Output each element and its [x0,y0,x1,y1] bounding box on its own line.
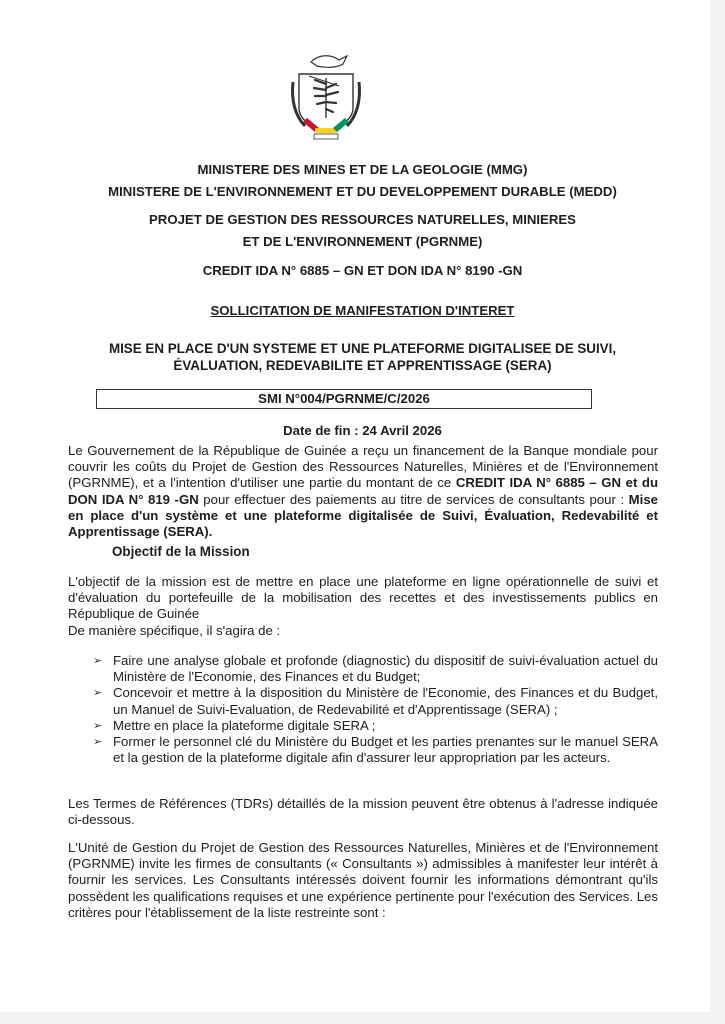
arrow-bullet-icon: ➢ [93,736,103,749]
objective-list [93,653,658,766]
reference-box [96,389,592,409]
project-heading-line-2: ET DE L'ENVIRONNEMENT (PGRNME) [242,234,483,249]
arrow-bullet-icon: ➢ [93,719,103,732]
arrow-bullet-icon: ➢ [93,687,103,700]
deadline: Date de fin : 24 Avril 2026 [283,423,442,438]
objective-text: L'objectif de la mission est de mettre en place une plateforme en ligne opérationnelle de suivi et d'évaluation du portefeuille de la mobilisation des recettes et des investissements publics en République de Guinée [68,574,658,622]
objective-heading: Objectif de la Mission [112,544,250,559]
list-item [93,718,658,734]
mission-title-line-2: ÉVALUATION, REDEVABILITE ET APPRENTISSAGE (SERA) [173,358,552,373]
flag-yellow [315,128,337,133]
intro-paragraph [68,443,658,540]
ministry-mines-heading: MINISTERE DES MINES ET DE LA GEOLOGIE (MMG) [197,162,528,177]
list-item [93,734,658,766]
list-item-text: Mettre en place la plateforme digitale SERA ; [113,717,376,733]
arrow-bullet-icon: ➢ [93,655,103,667]
objective-paragraph [68,574,658,639]
ministry-environment-heading: MINISTERE DE L'ENVIRONNEMENT ET DU DEVELOPPEMENT DURABLE (MEDD) [108,184,617,199]
solicitation-heading: SOLLICITATION DE MANIFESTATION D'INTERET [210,303,515,318]
credit-heading: CREDIT IDA N° 6885 – GN ET DON IDA N° 8190 -GN [202,263,523,278]
list-item [93,685,658,717]
list-item-text: Faire une analyse globale et profonde (diagnostic) du dispositif de suivi-évaluation actuel du Ministère de l'Economie, des Finances et du Budget; [113,653,658,685]
list-item-text: Former le personnel clé du Ministère du Budget et les parties prenantes sur le manuel SERA et la gestion de la plateforme digitale afin d'assurer leur appropriation par les acteurs. [113,734,658,766]
credit-reference: CREDIT IDA N° 6885 – GN et du DON IDA N° 819 -GN [68,475,659,507]
mission-name: Mise en place d'un système et une plateforme digitalisée de Suivi, Évaluation, Redevabilité et Apprentissage (SERA). [68,491,658,540]
list-item-text: Concevoir et mettre à la disposition du Ministère de l'Economie, des Finances et du Budget, un Manuel de Suivi-Evaluation, de Redevabilité et d'Apprentissage (SERA) ; [113,685,658,717]
intro-text-2: pour effectuer des paiements au titre de services de consultants pour : [198,491,629,507]
mission-title-line-1: MISE EN PLACE D'UN SYSTEME ET UNE PLATEFORME DIGITALISEE DE SUIVI, [108,341,617,356]
guinea-coat-of-arms-icon [281,48,371,140]
reference-number: SMI N°004/PGRNME/C/2026 [258,391,430,406]
tdr-paragraph: Les Termes de Références (TDRs) détaillés de la mission peuvent être obtenus à l'adresse indiquée ci-dessous. [68,796,658,828]
project-heading-line-1: PROJET DE GESTION DES RESSOURCES NATURELLES, MINIERES [149,212,576,227]
specific-intro: De manière spécifique, il s'agira de : [68,622,281,638]
intro-text-1: Le Gouvernement de la République de Guinée a reçu un financement de la Banque mondiale pour couvrir les coûts du Projet de Gestion des Ressources Naturelles, Minières et de l'Environnement (PGRNME), et a l'intention d'utiliser une partie du montant de ce [68,443,658,491]
list-item [93,653,658,685]
invitation-paragraph: L'Unité de Gestion du Projet de Gestion des Ressources Naturelles, Minières et de l'Environnement (PGRNME) invite les firmes de consultants (« Consultants ») admissibles à manifester leur intérêt à fournir les services. Les Consultants intéressés doivent fournir les informations démontrant qu'ils possèdent les qualifications requises et une expérience pertinente pour l'exécution des Services. Les critères pour l'établissement de la liste restreinte sont : [68,840,658,920]
